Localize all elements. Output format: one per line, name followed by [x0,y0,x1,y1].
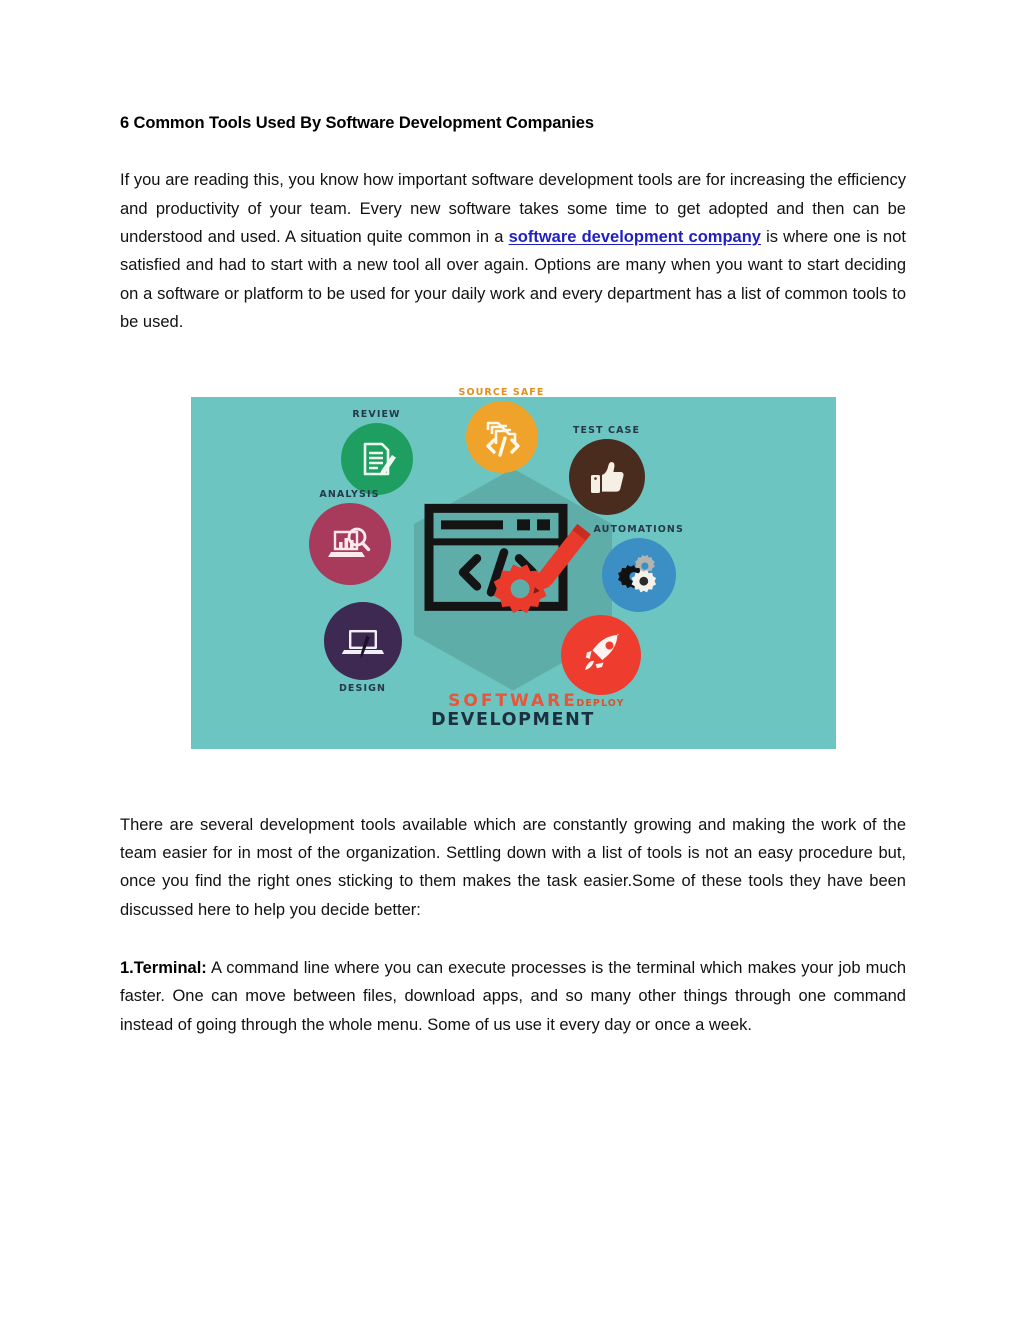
list-item-terminal-text: A command line where you can execute processes is the terminal which makes your job much faster. One can move between files, download apps, and so many other things through one command instead of going through the whole menu. Some of us use it every day or once a week. [120,959,906,1034]
node-source-safe [459,387,545,473]
chart-magnifier-icon [309,503,391,585]
node-review-label: REVIEW [352,408,401,420]
document-pen-icon [341,423,413,495]
laptop-pen-icon [324,602,402,680]
node-automations-label: AUTOMATIONS [593,523,684,535]
node-source-safe-label: SOURCE SAFE [458,386,545,398]
intro-paragraph [120,166,906,336]
caption-software: SOFTWARE [448,690,578,711]
node-automations [594,524,684,612]
node-test-case [569,425,645,515]
page-title: 6 Common Tools Used By Software Development Companies [120,114,594,132]
node-analysis [309,489,391,585]
software-development-infographic [191,386,836,749]
node-design [324,602,402,694]
caption-development: DEVELOPMENT [431,709,595,730]
document-content [120,112,906,1039]
node-analysis-label: ANALYSIS [319,488,380,500]
node-review [341,409,413,495]
node-deploy-label: DEPLOY [576,697,625,709]
list-item-terminal-lead: 1.Terminal: [120,959,207,978]
node-test-case-label: TEST CASE [572,424,641,436]
code-files-icon [466,401,538,473]
software-development-company-link[interactable]: software development company [508,228,761,247]
intro-text-before-link: If you are reading this, you know how important software development tools are for increasing the efficiency and productivity of your team. Every new software takes some time to get adopted and then can be understood and used. A situation quite common in a [120,171,906,247]
body-paragraph-2: There are several development tools available which are constantly growing and making the work of the team easier for in most of the organization. Settling down with a list of tools is not an easy procedure but, once you find the right ones sticking to them makes the task easier.Some of these tools they have been discussed here to help you decide better: [120,815,906,919]
list-item-terminal [120,954,906,1039]
gears-icon [602,538,676,612]
node-design-label: DESIGN [338,682,387,694]
intro-text-after-link: is where one is not satisfied and had to start with a new tool all over again. Options are many when you want to start deciding on a software or platform to be used for your daily work and every department has a list of common tools to be used. [120,228,906,332]
code-window-gear-pencil-icon [425,504,601,636]
infographic-caption [431,692,595,731]
infographic-figure [120,386,906,749]
